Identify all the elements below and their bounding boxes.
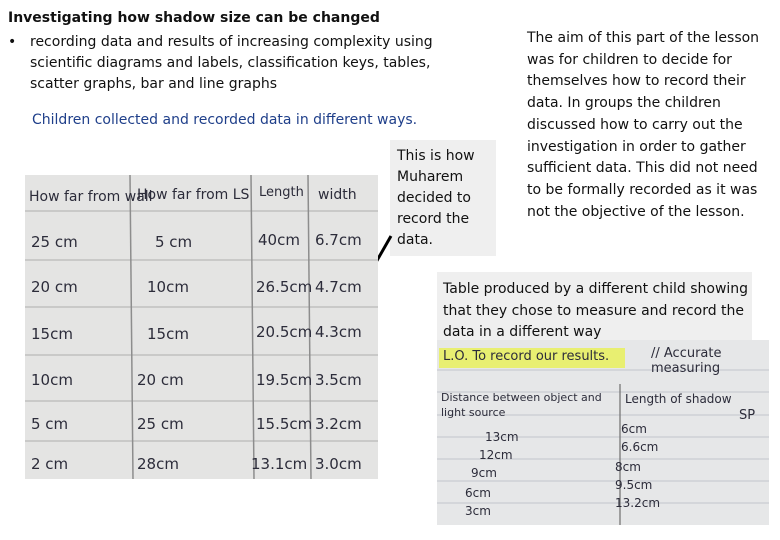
table-cell: 9cm <box>471 466 497 480</box>
table-cell: 25 cm <box>137 415 184 433</box>
column-2-header: Length of shadow <box>625 392 732 406</box>
table-cell: 15.5cm <box>256 415 313 433</box>
corner-mark: SP <box>739 408 756 423</box>
table-cell: 6.6cm <box>621 440 659 454</box>
table-cell: 4.7cm <box>315 278 362 296</box>
table-cell: 6cm <box>465 486 491 500</box>
header-cell: How far from LS <box>137 187 250 203</box>
table-cell: 2 cm <box>31 455 69 473</box>
table-cell: 28cm <box>137 455 179 473</box>
accurate-measuring-note: // Accurate measuring <box>651 346 722 376</box>
table-cell: 3cm <box>465 504 491 518</box>
table-cell: 6cm <box>621 422 647 436</box>
header-cell: Length <box>259 185 304 200</box>
table-cell: 40cm <box>258 231 300 249</box>
table-cell: 13.1cm <box>251 455 308 473</box>
table-cell: 6.7cm <box>315 231 362 249</box>
table-cell: 25 cm <box>31 233 78 251</box>
handwritten-table-photo-2 <box>437 340 769 525</box>
aim-text: The aim of this part of the lesson was for children to decide for themselves how to record their data. In groups the children discussed how to carry out the investigation in order to gather sufficient data. This did not need to be formally recorded as it was not the objective of the lesson. <box>527 30 760 220</box>
table-cell: 10cm <box>31 371 73 389</box>
children-note: Children collected and recorded data in different ways. <box>32 112 418 128</box>
table-cell: 20 cm <box>31 278 78 296</box>
table-cell: 8cm <box>615 460 641 474</box>
table-cell: 19.5cm <box>256 371 313 389</box>
table-cell: 13cm <box>485 430 519 444</box>
table-cell: 15cm <box>147 325 189 343</box>
table-cell: 13.2cm <box>615 496 661 510</box>
table-cell: 5 cm <box>31 415 69 433</box>
table-cell: 12cm <box>479 448 513 462</box>
column-1-header: Distance between object and light source <box>441 391 602 419</box>
learning-objective: L.O. To record our results. <box>443 349 610 364</box>
header-cell: How far from wall <box>29 189 153 205</box>
table-cell: 3.2cm <box>315 415 362 433</box>
table-note: Table produced by a different child showing that they chose to measure and record the data in a different way <box>437 272 752 340</box>
table-cell: 15cm <box>31 325 73 343</box>
table-cell: 26.5cm <box>256 278 313 296</box>
table-cell: 3.0cm <box>315 455 362 473</box>
table-cell: 20.5cm <box>256 323 313 341</box>
table-cell: 5 cm <box>155 233 193 251</box>
callout-muharem: This is how Muharem decided to record the data. <box>390 140 496 256</box>
table-cell: 9.5cm <box>615 478 653 492</box>
table-cell: 3.5cm <box>315 371 362 389</box>
page-title: Investigating how shadow size can be changed <box>8 10 380 26</box>
header-cell: width <box>318 187 357 203</box>
bullet-symbol: • <box>8 34 17 50</box>
table-cell: 10cm <box>147 278 189 296</box>
handwritten-table-photo-1 <box>25 175 378 479</box>
table-cell: 4.3cm <box>315 323 362 341</box>
objective-text: recording data and results of increasing complexity using scientific diagrams and labels, classification keys, tables, scatter graphs, bar and line graphs <box>30 34 433 92</box>
table-cell: 20 cm <box>137 371 184 389</box>
